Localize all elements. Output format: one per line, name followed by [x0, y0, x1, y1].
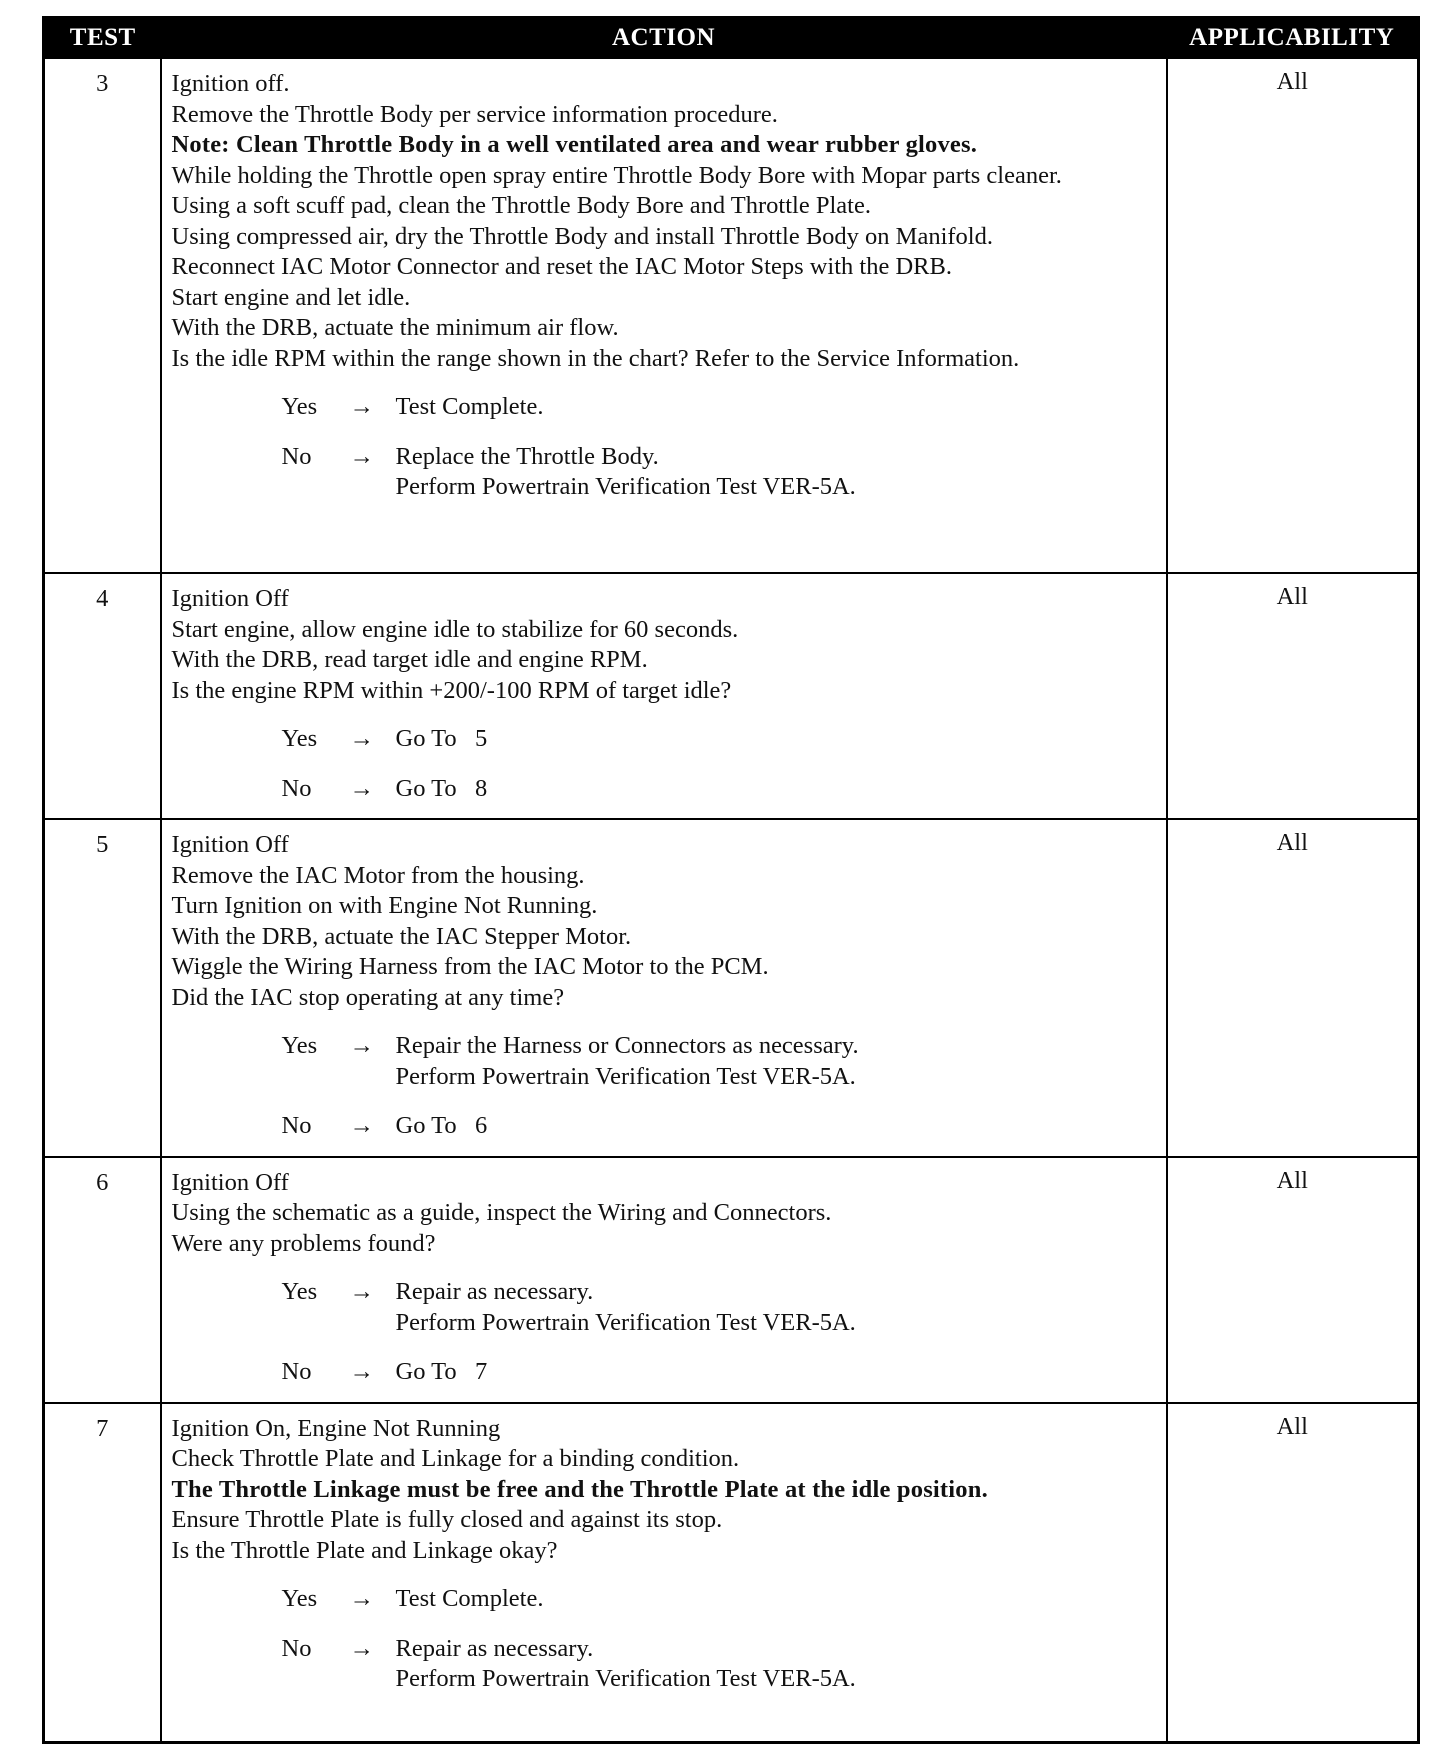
no-label: No	[281, 442, 312, 470]
test-number: 3	[44, 58, 161, 573]
no-label: No	[281, 1634, 312, 1662]
answer-yes	[172, 1584, 1156, 1615]
test-number: 7	[44, 1403, 161, 1743]
action-line: Ignition off.	[171, 70, 290, 97]
test-row-6	[44, 1157, 1419, 1403]
action-line: Ignition Off	[171, 585, 289, 612]
test-applicability: All	[1167, 58, 1419, 573]
answers	[172, 392, 1156, 503]
action-question: Were any problems found?	[171, 1229, 436, 1257]
yes-label: Yes	[281, 393, 318, 420]
answer-text: Test Complete.	[395, 393, 544, 420]
yes-label: Yes	[281, 725, 318, 752]
action-line: Wiggle the Wiring Harness from the IAC Motor to the PCM.	[171, 953, 769, 980]
test-number: 5	[44, 819, 161, 1157]
action-line: Turn Ignition on with Engine Not Running.	[171, 892, 598, 919]
arrow-right-icon: →	[349, 1112, 374, 1139]
test-action	[161, 819, 1167, 1157]
diagnostic-test-sheet	[42, 16, 1420, 1744]
action-line: Ignition Off	[171, 831, 289, 858]
test-action	[161, 1403, 1167, 1743]
answers	[172, 1584, 1156, 1695]
answer-text: Repair the Harness or Connectors as necessary.	[395, 1032, 859, 1059]
answer-text: Replace the Throttle Body.	[395, 442, 659, 470]
answer-yes	[172, 1031, 1156, 1092]
arrow-right-icon: →	[349, 442, 374, 470]
no-label: No	[281, 1112, 312, 1139]
answer-no	[172, 1111, 1156, 1142]
action-line: With the DRB, read target idle and engine RPM.	[171, 646, 648, 673]
yes-label: Yes	[281, 1585, 318, 1612]
action-line: While holding the Throttle open spray entire Throttle Body Bore with Mopar parts cleaner.	[171, 161, 1062, 189]
action-line: Reconnect IAC Motor Connector and reset the IAC Motor Steps with the DRB.	[171, 253, 952, 280]
no-label: No	[281, 1358, 312, 1385]
arrow-right-icon: →	[349, 774, 374, 802]
action-line: Using compressed air, dry the Throttle Body and install Throttle Body on Manifold.	[171, 222, 993, 250]
action-question: Is the idle RPM within the range shown in the chart? Refer to the Service Information.	[171, 344, 1020, 372]
action-line: Using the schematic as a guide, inspect the Wiring and Connectors.	[171, 1199, 832, 1226]
arrow-right-icon: →	[349, 1278, 374, 1305]
action-line: Ignition On, Engine Not Running	[171, 1414, 501, 1442]
test-row-5	[44, 819, 1419, 1157]
action-line: Ignition Off	[171, 1168, 289, 1196]
answer-text: Perform Powertrain Verification Test VER-5A.	[395, 1665, 856, 1692]
test-applicability: All	[1167, 1157, 1419, 1403]
arrow-right-icon: →	[349, 1032, 374, 1059]
test-action	[161, 1157, 1167, 1403]
arrow-right-icon: →	[349, 1585, 374, 1612]
test-row-7	[44, 1403, 1419, 1743]
test-number: 4	[44, 573, 161, 819]
goto-link[interactable]: Go To 6	[395, 1112, 488, 1139]
test-applicability: All	[1167, 1403, 1419, 1743]
header-applicability: APPLICABILITY	[1167, 18, 1419, 59]
test-action	[161, 58, 1167, 573]
action-line: Start engine, allow engine idle to stabilize for 60 seconds.	[171, 615, 739, 643]
test-applicability: All	[1167, 573, 1419, 819]
action-line: With the DRB, actuate the minimum air flow.	[171, 314, 619, 341]
goto-link[interactable]: Go To 5	[395, 725, 488, 752]
answer-no	[172, 1357, 1156, 1388]
yes-label: Yes	[281, 1032, 318, 1059]
answer-no	[172, 774, 1156, 805]
header-action: ACTION	[161, 18, 1167, 59]
header-test: TEST	[44, 18, 161, 59]
action-question: Is the Throttle Plate and Linkage okay?	[171, 1536, 558, 1564]
test-applicability: All	[1167, 819, 1419, 1157]
yes-label: Yes	[281, 1278, 318, 1305]
action-line: Remove the Throttle Body per service information procedure.	[171, 100, 778, 128]
action-line: Check Throttle Plate and Linkage for a binding condition.	[171, 1445, 740, 1472]
action-line: With the DRB, actuate the IAC Stepper Motor.	[171, 922, 632, 950]
answer-text: Perform Powertrain Verification Test VER-5A.	[395, 1308, 856, 1336]
answers	[172, 1277, 1156, 1388]
answer-text: Repair as necessary.	[395, 1278, 594, 1305]
answer-text: Perform Powertrain Verification Test VER-5A.	[395, 1062, 856, 1090]
test-action	[161, 573, 1167, 819]
action-line: Ensure Throttle Plate is fully closed and against its stop.	[171, 1506, 723, 1533]
arrow-right-icon: →	[349, 393, 374, 420]
action-warning: The Throttle Linkage must be free and the Throttle Plate at the idle position.	[171, 1475, 988, 1503]
answers	[172, 724, 1156, 804]
answer-text: Perform Powertrain Verification Test VER-5A.	[395, 473, 856, 500]
goto-link[interactable]: Go To 7	[395, 1358, 488, 1385]
answer-text: Repair as necessary.	[395, 1634, 594, 1662]
test-row-3	[44, 58, 1419, 573]
diagnostic-test-table	[42, 16, 1420, 1744]
goto-link[interactable]: Go To 8	[395, 774, 488, 802]
action-question: Did the IAC stop operating at any time?	[171, 983, 565, 1011]
answer-yes	[172, 392, 1156, 423]
action-line: Remove the IAC Motor from the housing.	[171, 861, 585, 889]
answer-yes	[172, 724, 1156, 755]
action-note: Note: Clean Throttle Body in a well ventilated area and wear rubber gloves.	[171, 131, 978, 158]
action-question: Is the engine RPM within +200/-100 RPM of target idle?	[171, 676, 732, 704]
test-number: 6	[44, 1157, 161, 1403]
arrow-right-icon: →	[349, 1634, 374, 1662]
arrow-right-icon: →	[349, 1358, 374, 1385]
action-line: Using a soft scuff pad, clean the Throttle Body Bore and Throttle Plate.	[171, 192, 871, 219]
answer-yes	[172, 1277, 1156, 1338]
answer-no	[172, 1634, 1156, 1695]
answer-text: Test Complete.	[395, 1585, 544, 1612]
arrow-right-icon: →	[349, 725, 374, 752]
answer-no	[172, 442, 1156, 503]
test-row-4	[44, 573, 1419, 819]
action-line: Start engine and let idle.	[171, 283, 411, 311]
answers	[172, 1031, 1156, 1142]
table-header-row	[44, 18, 1419, 59]
no-label: No	[281, 774, 312, 802]
